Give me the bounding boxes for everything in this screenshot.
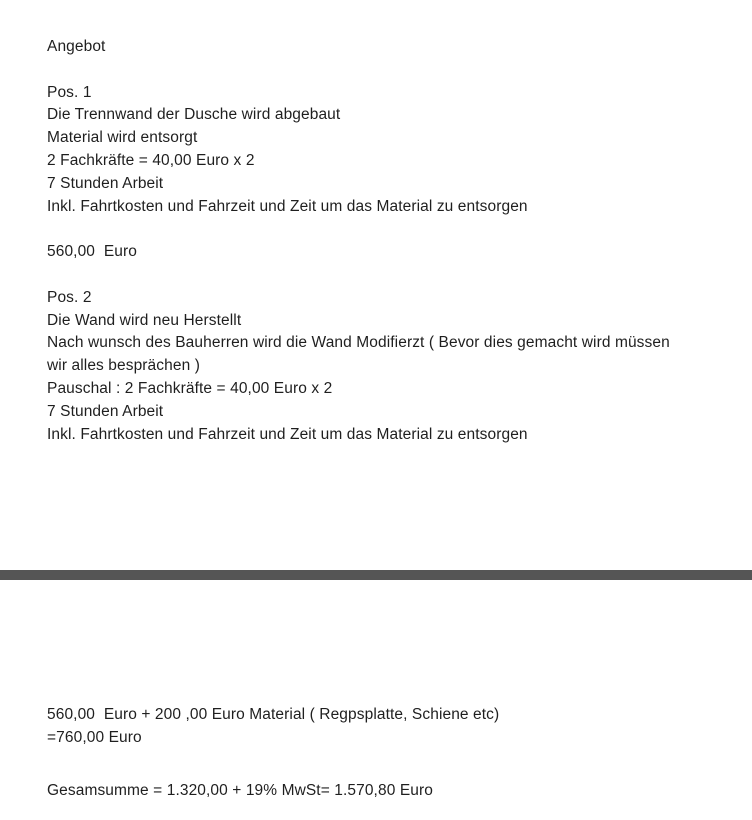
doc-line: Angebot <box>47 38 106 55</box>
doc-line <box>47 218 729 241</box>
doc-line: Inkl. Fahrtkosten und Fahrzeit und Zeit um das Material zu entsorgen <box>47 197 528 215</box>
doc-line: Die Wand wird neu Herstellt <box>47 311 242 329</box>
total-sum-line: Gesamsumme = 1.320,00 + 19% MwSt= 1.570,80 Euro <box>47 782 433 799</box>
doc-line: Material wird entsorgt <box>47 129 198 147</box>
doc-line: 560,00 Euro <box>47 243 137 261</box>
doc-line: Inkl. Fahrtkosten und Fahrzeit und Zeit um das Material zu entsorgen <box>47 425 528 443</box>
doc-line <box>47 59 729 82</box>
document-page-2-total-text[interactable] <box>47 780 729 803</box>
page-break-separator[interactable] <box>0 570 752 580</box>
doc-line: Nach wunsch des Bauherren wird die Wand Modifierzt ( Bevor dies gemacht wird müssen <box>47 334 670 352</box>
doc-line: wir alles besprächen ) <box>47 357 200 375</box>
doc-line: 2 Fachkräfte = 40,00 Euro x 2 <box>47 151 255 169</box>
doc-line: 7 Stunden Arbeit <box>47 402 164 420</box>
doc-line: Pauschal : 2 Fachkräfte = 40,00 Euro x 2 <box>47 379 333 397</box>
doc-line: Pos. 1 <box>47 83 92 101</box>
document-page-2-sum-text[interactable] <box>47 704 729 750</box>
doc-line: Die Trennwand der Dusche wird abgebaut <box>47 106 341 124</box>
doc-line <box>47 264 729 287</box>
doc-line: 560,00 Euro + 200 ,00 Euro Material ( Regpsplatte, Schiene etc) <box>47 706 500 723</box>
document-page-1-text[interactable] <box>47 36 729 446</box>
doc-line: =760,00 Euro <box>47 728 142 746</box>
doc-line: 7 Stunden Arbeit <box>47 174 164 192</box>
doc-line: Pos. 2 <box>47 288 92 306</box>
